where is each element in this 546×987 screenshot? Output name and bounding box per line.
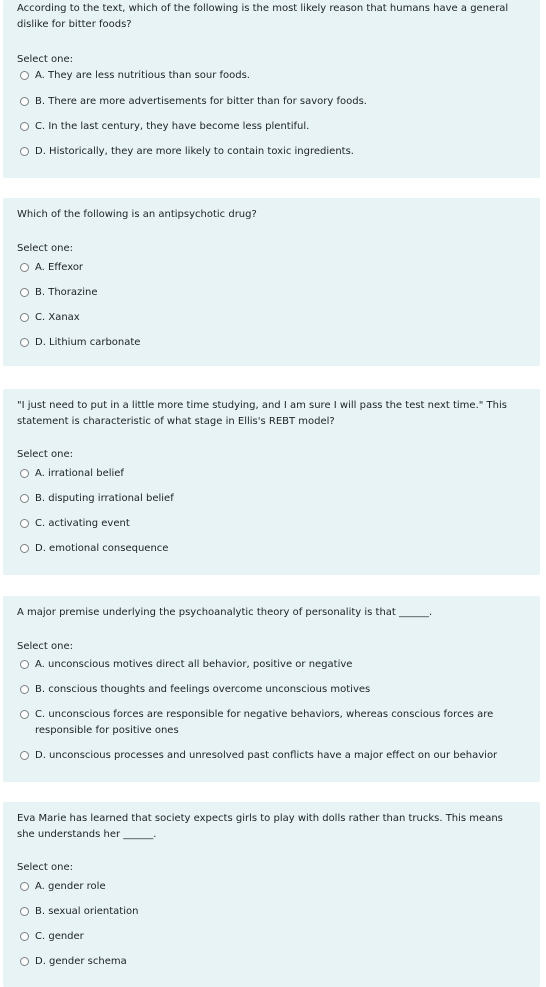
- option-label[interactable]: D. emotional consequence: [35, 543, 169, 554]
- question-text: Which of the following is an antipsychotic drug?: [17, 209, 257, 220]
- option-label[interactable]: A. Effexor: [35, 262, 84, 273]
- option-label[interactable]: A. unconscious motives direct all behavior, positive or negative: [35, 659, 353, 670]
- radio-button[interactable]: [20, 882, 29, 891]
- option-label[interactable]: A. gender role: [35, 881, 106, 892]
- question-card-1: [3, 0, 540, 178]
- radio-button[interactable]: [20, 97, 29, 106]
- select-one-label: Select one:: [17, 862, 74, 873]
- option-label[interactable]: C. In the last century, they have become less plentiful.: [35, 121, 310, 132]
- option-label[interactable]: B. sexual orientation: [35, 906, 139, 917]
- radio-button[interactable]: [20, 288, 29, 297]
- radio-button[interactable]: [20, 957, 29, 966]
- question-text: Eva Marie has learned that society expects girls to play with dolls rather than trucks. This means she understands her ______.: [17, 813, 503, 840]
- option-label[interactable]: B. There are more advertisements for bitter than for savory foods.: [35, 96, 367, 107]
- option-label[interactable]: D. Lithium carbonate: [35, 337, 141, 348]
- question-card-2: [3, 198, 540, 366]
- question-card-3: [3, 389, 540, 575]
- option-label[interactable]: C. gender: [35, 931, 84, 942]
- radio-button[interactable]: [20, 685, 29, 694]
- radio-button[interactable]: [20, 907, 29, 916]
- option-label[interactable]: C. Xanax: [35, 312, 80, 323]
- question-card-5: [3, 802, 540, 987]
- option-label[interactable]: A. irrational belief: [35, 468, 124, 479]
- radio-button[interactable]: [20, 147, 29, 156]
- radio-button[interactable]: [20, 313, 29, 322]
- radio-button[interactable]: [20, 932, 29, 941]
- option-label[interactable]: B. Thorazine: [35, 287, 98, 298]
- option-label[interactable]: D. gender schema: [35, 956, 127, 967]
- option-label[interactable]: C. unconscious forces are responsible for negative behaviors, whereas conscious forces are responsible for positive ones: [35, 709, 494, 736]
- select-one-label: Select one:: [17, 243, 74, 254]
- radio-button[interactable]: [20, 660, 29, 669]
- select-one-label: Select one:: [17, 54, 74, 65]
- radio-button[interactable]: [20, 338, 29, 347]
- select-one-label: Select one:: [17, 449, 74, 460]
- radio-button[interactable]: [20, 519, 29, 528]
- radio-button[interactable]: [20, 263, 29, 272]
- question-text: A major premise underlying the psychoanalytic theory of personality is that ______.: [17, 607, 433, 618]
- option-label[interactable]: B. disputing irrational belief: [35, 493, 174, 504]
- question-card-4: [3, 596, 540, 782]
- option-label[interactable]: D. unconscious processes and unresolved past conflicts have a major effect on our behavior: [35, 750, 498, 761]
- radio-button[interactable]: [20, 122, 29, 131]
- radio-button[interactable]: [20, 710, 29, 719]
- radio-button[interactable]: [20, 751, 29, 760]
- option-label[interactable]: D. Historically, they are more likely to contain toxic ingredients.: [35, 146, 354, 157]
- option-label[interactable]: B. conscious thoughts and feelings overcome unconscious motives: [35, 684, 371, 695]
- select-one-label: Select one:: [17, 641, 74, 652]
- radio-button[interactable]: [20, 494, 29, 503]
- question-text: "I just need to put in a little more time studying, and I am sure I will pass the test next time." This statement is characteristic of what stage in Ellis's REBT model?: [17, 400, 507, 427]
- question-text: According to the text, which of the following is the most likely reason that humans have a general dislike for bitter foods?: [17, 3, 509, 30]
- option-label[interactable]: C. activating event: [35, 518, 130, 529]
- radio-button[interactable]: [20, 544, 29, 553]
- option-label[interactable]: A. They are less nutritious than sour foods.: [35, 70, 250, 81]
- radio-button[interactable]: [20, 469, 29, 478]
- radio-button[interactable]: [20, 71, 29, 80]
